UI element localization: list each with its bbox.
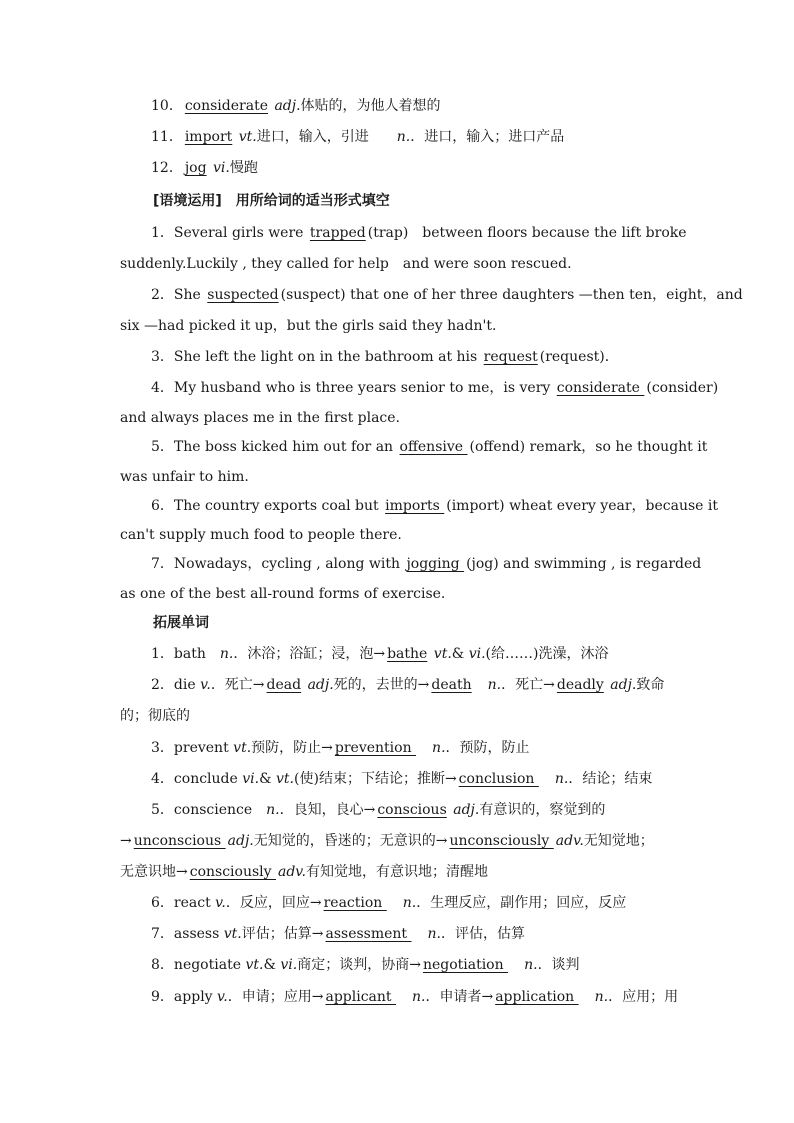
part-of-speech: vt.	[223, 926, 242, 942]
meaning: ．生理反应，副作用；回应，反应	[416, 895, 627, 911]
sentence-text: (suspect) that one of her three daughters —then ten，eight，and	[280, 287, 743, 303]
vocab-item-10	[151, 96, 711, 116]
meaning: 致命	[636, 677, 665, 693]
meaning: ．预防，防止	[445, 740, 530, 756]
meaning: 有知觉地，有意识地；清醒地	[306, 864, 489, 880]
answer-word: reaction	[323, 895, 387, 911]
ext-item-3	[151, 738, 711, 758]
item-number: 1．	[151, 646, 174, 662]
exercise-1-cont: suddenly.Luckily , they called for help and were soon rescued.	[120, 256, 572, 272]
sentence-text: (request)．	[539, 349, 619, 365]
ext-item-2-cont: 的；彻底的	[120, 708, 190, 724]
meaning: ．沐浴；浴缸；浸，泡→	[233, 646, 386, 662]
answer-word: considerate	[556, 380, 645, 396]
part-of-speech: n.	[487, 677, 502, 693]
item-number: 3．	[151, 740, 174, 756]
ext-item-7	[151, 924, 711, 944]
meaning: 体贴的，为他人着想的	[300, 98, 441, 114]
meaning: 无知觉的，昏迷的；无意识的→	[253, 833, 448, 849]
item-number: 6．	[151, 498, 174, 514]
part-of-speech: n.	[219, 646, 234, 662]
exercise-6-cont: can't supply much food to people there.	[120, 527, 402, 543]
item-number: 12．	[151, 160, 183, 176]
part-of-speech: v.	[217, 989, 228, 1005]
exercise-1	[151, 223, 711, 243]
part-of-speech: adv.	[278, 864, 307, 880]
part-of-speech: n.	[427, 926, 441, 942]
meaning: &	[263, 957, 281, 973]
item-number: 9．	[151, 989, 174, 1005]
part-of-speech: v.	[215, 895, 226, 911]
headword: conclude	[173, 771, 243, 787]
part-of-speech: n.	[432, 740, 446, 756]
answer-word: suspected	[207, 287, 279, 303]
answer-word: prevention	[334, 740, 417, 756]
vocab-item-11	[151, 127, 711, 147]
exercise-3	[151, 347, 711, 367]
meaning: 无知觉地；	[583, 833, 654, 849]
section-heading-extension: 拓展单词	[153, 615, 209, 631]
sentence-text: Several girls were	[173, 225, 308, 241]
sentence-text: Nowadays，cycling , along with	[173, 556, 405, 572]
headword: prevent	[173, 740, 234, 756]
sentence-text: (import) wheat every year，because it	[446, 498, 719, 514]
vocab-item-12	[151, 158, 711, 178]
part-of-speech: n.	[554, 771, 569, 787]
headword: bath	[173, 646, 220, 662]
ext-item-4	[151, 769, 711, 789]
meaning: &	[259, 771, 277, 787]
meaning: 死的，去世的→	[333, 677, 430, 693]
answer-word: consciously	[189, 864, 276, 880]
section-heading-context: [语境运用] 用所给词的适当形式填空	[153, 193, 390, 209]
meaning: ．反应，回应→	[225, 895, 322, 911]
answer-word: considerate	[184, 98, 268, 114]
sentence-text: (consider)	[646, 380, 719, 396]
part-of-speech: vt.	[276, 771, 295, 787]
item-number: 6．	[151, 895, 174, 911]
part-of-speech: adv.	[555, 833, 584, 849]
meaning: (给……)洗澡，沐浴	[485, 646, 609, 662]
part-of-speech: n.	[266, 802, 280, 818]
answer-word: jog	[184, 160, 207, 176]
headword: die	[173, 677, 201, 693]
exercise-5-cont: was unfair to him.	[120, 469, 249, 485]
answer-word: request	[483, 349, 538, 365]
meaning: ．良知，良心→	[279, 802, 376, 818]
item-number: 7．	[151, 556, 174, 572]
answer-word: applicant	[325, 989, 396, 1005]
item-number: 4．	[151, 380, 174, 396]
part-of-speech: n.	[524, 957, 538, 973]
sentence-text: (jog) and swimming , is regarded	[466, 556, 702, 572]
exercise-4	[151, 378, 719, 398]
headword: assess	[173, 926, 224, 942]
meaning: ．谈判	[537, 957, 580, 973]
answer-word: death	[431, 677, 472, 693]
ext-item-9	[151, 987, 711, 1007]
part-of-speech: n.	[396, 129, 411, 145]
answer-word: application	[495, 989, 579, 1005]
exercise-2-cont: six —had picked it up，but the girls said they hadn't.	[120, 318, 497, 334]
headword: apply	[173, 989, 218, 1005]
part-of-speech: vi.	[213, 160, 230, 176]
ext-item-5-cont-1	[120, 831, 680, 851]
part-of-speech: adj.	[453, 802, 480, 818]
headword: negotiate	[173, 957, 246, 973]
exercise-5	[151, 437, 711, 457]
ext-item-5-cont-2	[120, 862, 680, 882]
answer-word: conscious	[377, 802, 447, 818]
exercise-6	[151, 496, 719, 516]
meaning: →	[120, 833, 132, 849]
item-number: 5．	[151, 439, 174, 455]
meaning: &	[451, 646, 469, 662]
meaning: ．结论；结束	[568, 771, 653, 787]
part-of-speech: vt.	[433, 646, 452, 662]
meaning: (使)结束；下结论；推断→	[294, 771, 457, 787]
meaning: ．申请；应用→	[227, 989, 324, 1005]
item-number: 5．	[151, 802, 174, 818]
exercise-7	[151, 554, 711, 574]
ext-item-5	[151, 800, 711, 820]
item-number: 8．	[151, 957, 174, 973]
meaning: 进口，输入，引进	[256, 129, 369, 145]
meaning: 商定；谈判，协商→	[297, 957, 421, 973]
sentence-text: The boss kicked him out for an	[173, 439, 398, 455]
item-number: 11．	[151, 129, 183, 145]
part-of-speech: v.	[200, 677, 211, 693]
part-of-speech: adj.	[274, 98, 301, 114]
item-number: 1．	[151, 225, 174, 241]
item-number: 3．	[151, 349, 174, 365]
answer-word: offensive	[399, 439, 468, 455]
sentence-text: (trap) between floors because the lift broke	[367, 225, 687, 241]
meaning: 无意识地→	[120, 864, 188, 880]
ext-item-6	[151, 893, 711, 913]
part-of-speech: adj.	[307, 677, 334, 693]
answer-word: dead	[266, 677, 302, 693]
sentence-text: She	[173, 287, 206, 303]
answer-word: conclusion	[458, 771, 539, 787]
part-of-speech: adj.	[227, 833, 254, 849]
item-number: 2．	[151, 287, 174, 303]
part-of-speech: vi.	[468, 646, 486, 662]
meaning: 预防，防止→	[251, 740, 333, 756]
meaning: ．应用；用	[608, 989, 679, 1005]
headword: conscience	[173, 802, 267, 818]
ext-item-8	[151, 955, 711, 975]
meaning: ．进口，输入；进口产品	[410, 129, 565, 145]
part-of-speech: vt.	[233, 740, 252, 756]
part-of-speech: adj.	[610, 677, 637, 693]
part-of-speech: vt.	[245, 957, 264, 973]
ext-item-2	[151, 675, 711, 695]
headword: react	[173, 895, 216, 911]
answer-word: imports	[385, 498, 445, 514]
meaning: ．评估，估算	[440, 926, 525, 942]
part-of-speech: n.	[402, 895, 417, 911]
answer-word: import	[184, 129, 233, 145]
answer-word: bathe	[387, 646, 428, 662]
item-number: 10．	[151, 98, 183, 114]
sentence-text: (offend) remark，so he thought it	[469, 439, 708, 455]
part-of-speech: vt.	[238, 129, 257, 145]
meaning: ．死亡→	[501, 677, 555, 693]
part-of-speech: vi.	[280, 957, 298, 973]
part-of-speech: vi.	[242, 771, 260, 787]
sentence-text: My husband who is three years senior to me，is very	[173, 380, 555, 396]
answer-word: deadly	[556, 677, 604, 693]
exercise-2	[151, 285, 743, 305]
answer-word: assessment	[325, 926, 412, 942]
meaning: 有意识的，察觉到的	[479, 802, 606, 818]
item-number: 2．	[151, 677, 174, 693]
answer-word: negotiation	[422, 957, 509, 973]
meaning: ．申请者→	[425, 989, 494, 1005]
part-of-speech: n.	[411, 989, 426, 1005]
meaning: 慢跑	[229, 160, 258, 176]
meaning: ．死亡→	[210, 677, 265, 693]
answer-word: unconscious	[133, 833, 226, 849]
part-of-speech: n.	[594, 989, 609, 1005]
item-number: 4．	[151, 771, 174, 787]
meaning: 评估；估算→	[241, 926, 324, 942]
sentence-text: The country exports coal but	[173, 498, 384, 514]
answer-word: jogging	[406, 556, 465, 572]
answer-word: unconsciously	[449, 833, 554, 849]
answer-word: trapped	[309, 225, 366, 241]
exercise-4-cont: and always places me in the first place.	[120, 410, 401, 426]
ext-item-1	[151, 644, 711, 664]
item-number: 7．	[151, 926, 174, 942]
exercise-7-cont: as one of the best all-round forms of exercise.	[120, 586, 446, 602]
sentence-text: She left the light on in the bathroom at his	[173, 349, 482, 365]
